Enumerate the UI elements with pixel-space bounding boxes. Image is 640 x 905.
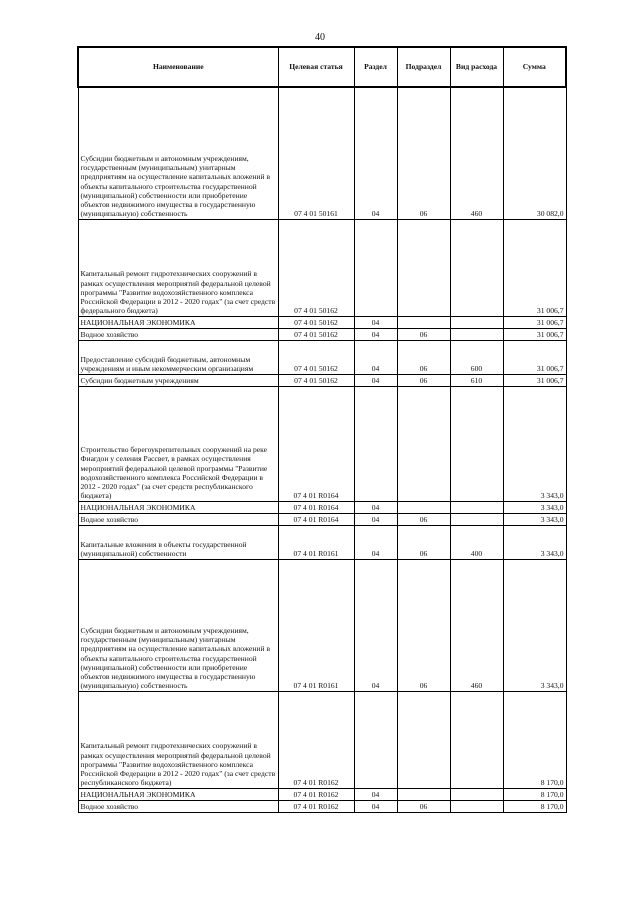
table-row bbox=[78, 788, 566, 800]
cell-subsection: 06 bbox=[397, 513, 450, 525]
cell-name: Субсидии бюджетным и автономным учреждениям, государственным (муниципальным) унитарным предприятиям на осуществление капитальных вложений в объекты капитального строительства государственной (муниципальной) собственности или приобретение объектов недвижимого имущества в государственную (муниципальную) собственность bbox=[78, 559, 278, 691]
table-row bbox=[78, 87, 566, 219]
cell-article: 07 4 01 R0161 bbox=[278, 525, 354, 559]
table-body bbox=[78, 87, 566, 812]
cell-article: 07 4 01 50162 bbox=[278, 316, 354, 328]
page-number: 40 bbox=[315, 32, 325, 43]
cell-name: Строительство берегоукрепительных сооружений на реке Фиагдон у селения Рассвет, в рамках осуществления мероприятий федеральной целевой программы "Развитие водохозяйственного комплекса Российской Федерации в 2012 - 2020 годах" (за счет средств республиканского бюджета) bbox=[78, 386, 278, 501]
cell-amount: 8 170,0 bbox=[503, 788, 566, 800]
table-row bbox=[78, 501, 566, 513]
cell-section: 04 bbox=[354, 316, 397, 328]
cell-subsection: 06 bbox=[397, 374, 450, 386]
cell-article: 07 4 01 R0162 bbox=[278, 788, 354, 800]
column-header-name: Наименование bbox=[78, 47, 278, 87]
table-header-row bbox=[78, 47, 566, 87]
cell-section: 04 bbox=[354, 525, 397, 559]
cell-amount: 8 170,0 bbox=[503, 691, 566, 788]
cell-subsection: 06 bbox=[397, 340, 450, 374]
cell-expense-type: 460 bbox=[450, 87, 503, 219]
table-row bbox=[78, 316, 566, 328]
cell-name: НАЦИОНАЛЬНАЯ ЭКОНОМИКА bbox=[78, 501, 278, 513]
cell-amount: 3 343,0 bbox=[503, 513, 566, 525]
cell-name: Капитальные вложения в объекты государственной (муниципальной) собственности bbox=[78, 525, 278, 559]
cell-subsection: 06 bbox=[397, 800, 450, 812]
cell-expense-type bbox=[450, 219, 503, 316]
cell-article: 07 4 01 R0164 bbox=[278, 501, 354, 513]
cell-subsection: 06 bbox=[397, 525, 450, 559]
column-header-article: Целевая статья bbox=[278, 47, 354, 87]
column-header-subsection: Подраздел bbox=[397, 47, 450, 87]
cell-amount: 31 006,7 bbox=[503, 219, 566, 316]
cell-article: 07 4 01 R0162 bbox=[278, 800, 354, 812]
cell-subsection bbox=[397, 386, 450, 501]
table-row bbox=[78, 691, 566, 788]
cell-expense-type bbox=[450, 788, 503, 800]
cell-amount: 3 343,0 bbox=[503, 559, 566, 691]
cell-name: Капитальный ремонт гидротехнических сооружений в рамках осуществления мероприятий федеральной целевой программы "Развитие водохозяйственного комплекса Российской Федерации в 2012 - 2020 годах" (за счет средств республиканского бюджета) bbox=[78, 691, 278, 788]
cell-section: 04 bbox=[354, 340, 397, 374]
table-row bbox=[78, 559, 566, 691]
cell-name: НАЦИОНАЛЬНАЯ ЭКОНОМИКА bbox=[78, 316, 278, 328]
cell-section bbox=[354, 219, 397, 316]
cell-article: 07 4 01 R0164 bbox=[278, 386, 354, 501]
cell-article: 07 4 01 50162 bbox=[278, 374, 354, 386]
cell-expense-type: 600 bbox=[450, 340, 503, 374]
table-row bbox=[78, 328, 566, 340]
column-header-section: Раздел bbox=[354, 47, 397, 87]
cell-name: Водное хозяйство bbox=[78, 328, 278, 340]
cell-amount: 31 006,7 bbox=[503, 374, 566, 386]
cell-name: Субсидии бюджетным и автономным учреждениям, государственным (муниципальным) унитарным предприятиям на осуществление капитальных вложений в объекты капитального строительства государственной (муниципальной) собственности или приобретение объектов недвижимого имущества в государственную (муниципальную) собственность bbox=[78, 87, 278, 219]
cell-subsection bbox=[397, 501, 450, 513]
cell-section: 04 bbox=[354, 559, 397, 691]
cell-name: Капитальный ремонт гидротехнических сооружений в рамках осуществления мероприятий федеральной целевой программы "Развитие водохозяйственного комплекса Российской Федерации в 2012 - 2020 годах" (за счет средств федерального бюджета) bbox=[78, 219, 278, 316]
column-header-expense-type: Вид расхода bbox=[450, 47, 503, 87]
cell-name: НАЦИОНАЛЬНАЯ ЭКОНОМИКА bbox=[78, 788, 278, 800]
cell-section: 04 bbox=[354, 501, 397, 513]
budget-table bbox=[77, 46, 567, 813]
cell-amount: 3 343,0 bbox=[503, 525, 566, 559]
table-row bbox=[78, 219, 566, 316]
table-row bbox=[78, 513, 566, 525]
cell-amount: 31 006,7 bbox=[503, 340, 566, 374]
cell-expense-type bbox=[450, 800, 503, 812]
cell-subsection bbox=[397, 219, 450, 316]
table-row bbox=[78, 800, 566, 812]
cell-section: 04 bbox=[354, 788, 397, 800]
cell-expense-type: 400 bbox=[450, 525, 503, 559]
cell-section: 04 bbox=[354, 87, 397, 219]
cell-amount: 3 343,0 bbox=[503, 386, 566, 501]
cell-section: 04 bbox=[354, 374, 397, 386]
cell-section: 04 bbox=[354, 513, 397, 525]
cell-expense-type: 460 bbox=[450, 559, 503, 691]
cell-section: 04 bbox=[354, 328, 397, 340]
cell-section bbox=[354, 691, 397, 788]
cell-expense-type bbox=[450, 386, 503, 501]
cell-expense-type bbox=[450, 501, 503, 513]
cell-amount: 8 170,0 bbox=[503, 800, 566, 812]
cell-article: 07 4 01 50161 bbox=[278, 87, 354, 219]
cell-name: Водное хозяйство bbox=[78, 800, 278, 812]
table-row bbox=[78, 525, 566, 559]
cell-name: Субсидии бюджетным учреждениям bbox=[78, 374, 278, 386]
cell-subsection bbox=[397, 691, 450, 788]
cell-expense-type bbox=[450, 513, 503, 525]
column-header-amount: Сумма bbox=[503, 47, 566, 87]
table-row bbox=[78, 340, 566, 374]
cell-subsection bbox=[397, 788, 450, 800]
cell-amount: 30 082,0 bbox=[503, 87, 566, 219]
cell-subsection: 06 bbox=[397, 87, 450, 219]
cell-article: 07 4 01 50162 bbox=[278, 340, 354, 374]
cell-subsection bbox=[397, 316, 450, 328]
cell-expense-type bbox=[450, 316, 503, 328]
cell-subsection: 06 bbox=[397, 328, 450, 340]
cell-expense-type bbox=[450, 328, 503, 340]
cell-amount: 31 006,7 bbox=[503, 328, 566, 340]
cell-section bbox=[354, 386, 397, 501]
cell-expense-type bbox=[450, 691, 503, 788]
cell-article: 07 4 01 R0162 bbox=[278, 691, 354, 788]
cell-article: 07 4 01 R0164 bbox=[278, 513, 354, 525]
cell-subsection: 06 bbox=[397, 559, 450, 691]
table-row bbox=[78, 386, 566, 501]
cell-amount: 3 343,0 bbox=[503, 501, 566, 513]
cell-amount: 31 006,7 bbox=[503, 316, 566, 328]
cell-article: 07 4 01 R0161 bbox=[278, 559, 354, 691]
cell-expense-type: 610 bbox=[450, 374, 503, 386]
table-row bbox=[78, 374, 566, 386]
cell-section: 04 bbox=[354, 800, 397, 812]
cell-name: Предоставление субсидий бюджетным, автономным учреждениям и иным некоммерческим организациям bbox=[78, 340, 278, 374]
cell-article: 07 4 01 50162 bbox=[278, 328, 354, 340]
cell-name: Водное хозяйство bbox=[78, 513, 278, 525]
cell-article: 07 4 01 50162 bbox=[278, 219, 354, 316]
